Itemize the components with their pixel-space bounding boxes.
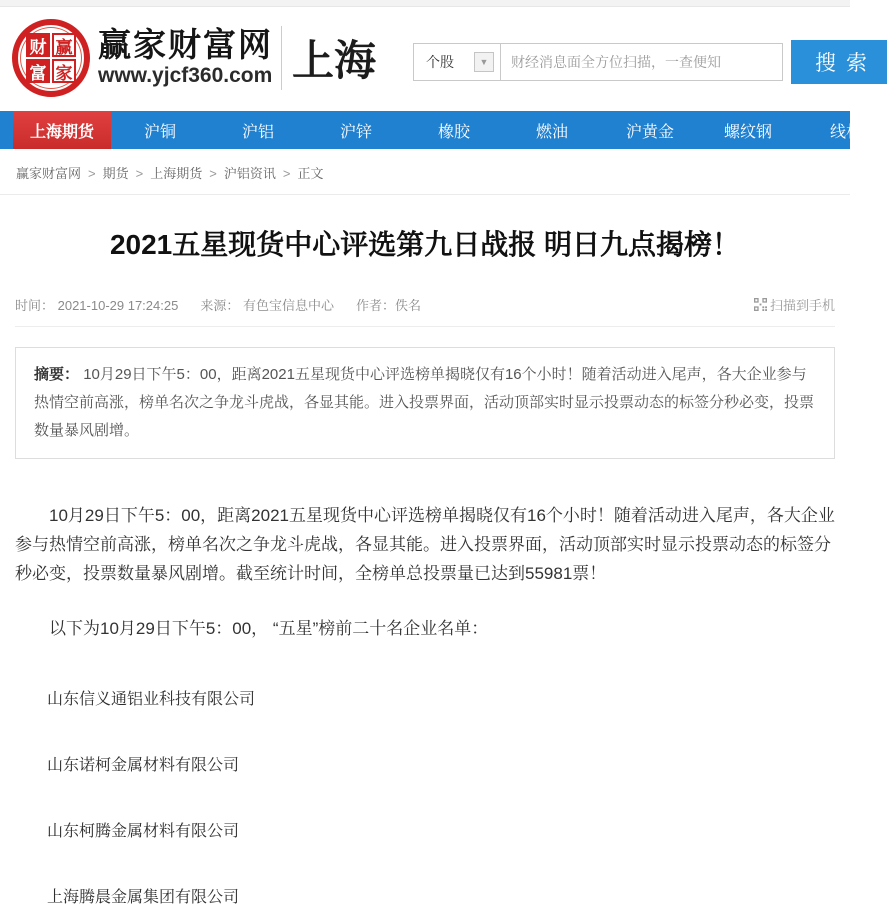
site-name: 赢家财富网	[98, 26, 273, 63]
seal-char-1: 赢	[52, 33, 76, 57]
search-category-select[interactable]	[413, 43, 501, 81]
site-url: www.yjcf360.com	[98, 64, 273, 87]
nav-item-1[interactable]: 沪铜	[143, 123, 176, 141]
breadcrumb-separator: >	[282, 166, 291, 181]
nav-item-6[interactable]: 沪黄金	[625, 123, 674, 141]
article-paragraph-1: 以下为10月29日下午5：00， “五星”榜前二十名企业名单：	[49, 619, 489, 638]
nav-item-3[interactable]: 沪锌	[339, 123, 372, 141]
company-name-2: 山东柯腾金属材料有限公司	[47, 823, 240, 840]
search-input[interactable]	[501, 43, 783, 81]
qr-code-icon	[754, 298, 767, 311]
scan-to-phone-label: 扫描到手机	[769, 298, 835, 313]
nav-item-0[interactable]: 上海期货	[13, 111, 111, 149]
company-name-3: 上海腾晨金属集团有限公司	[47, 889, 240, 906]
breadcrumb-separator: >	[88, 166, 96, 181]
main-nav	[0, 111, 862, 149]
meta-author: 作者：佚名	[355, 298, 421, 313]
page-title: 2021五星现货中心评选第九日战报 明日九点揭榜！	[109, 229, 741, 260]
company-list	[15, 685, 835, 912]
nav-item-4[interactable]: 橡胶	[437, 123, 470, 141]
article-body	[15, 501, 835, 643]
nav-item-5[interactable]: 燃油	[535, 123, 568, 141]
nav-item-8[interactable]: 线材	[829, 123, 862, 141]
logo-text	[98, 27, 273, 89]
chevron-down-icon[interactable]: ▼	[474, 52, 494, 72]
breadcrumb-item-1[interactable]: 期货	[102, 166, 129, 181]
search-bar	[413, 40, 887, 84]
article-meta	[15, 295, 835, 327]
top-strip	[0, 0, 850, 7]
nav-item-2[interactable]: 沪铝	[241, 123, 274, 141]
logo-divider	[281, 26, 282, 90]
meta-source: 来源： 有色宝信息中心	[200, 298, 334, 313]
breadcrumb-item-3[interactable]: 沪铝资讯	[223, 166, 276, 181]
summary-label: 摘要：	[34, 366, 80, 383]
meta-time: 时间： 2021-10-29 17:24:25	[15, 298, 179, 313]
scan-to-phone[interactable]	[754, 295, 835, 314]
summary-text: 10月29日下午5：00，距离2021五星现货中心评选榜单揭晓仅有16个小时！随着活动进入尾声，各大企业参与热情空前高涨，榜单名次之争龙斗虎战，各显其能。进入投票界面，活动顶部实时显示投票动态的标签分秒必变，投票数量暴风剧增。	[34, 366, 815, 439]
seal-char-3: 家	[52, 59, 76, 83]
article-content	[0, 223, 850, 912]
summary-box	[15, 347, 835, 459]
seal-char-2: 富	[26, 59, 50, 83]
breadcrumb-item-0[interactable]: 赢家财富网	[16, 166, 82, 181]
brand-seal-icon	[12, 19, 90, 97]
breadcrumb-item-4: 正文	[297, 166, 324, 181]
company-name-0: 山东信义通铝业科技有限公司	[47, 691, 256, 708]
breadcrumb-separator: >	[209, 166, 217, 181]
search-category-value: 个股	[426, 54, 454, 70]
article-paragraph-0: 10月29日下午5：00，距离2021五星现货中心评选榜单揭晓仅有16个小时！随着活动进入尾声，各大企业参与热情空前高涨，榜单名次之争龙斗虎战，各显其能。进入投票界面，活动顶部实时显示投票动态的标签分秒必变，投票数量暴风剧增。截至统计时间，全榜单总投票量已达到55981票！	[15, 506, 835, 583]
nav-item-7[interactable]: 螺纹钢	[723, 123, 772, 141]
seal-char-0: 财	[26, 33, 50, 57]
breadcrumb	[0, 149, 850, 195]
breadcrumb-separator: >	[135, 166, 144, 181]
region-label: 上海	[292, 37, 377, 84]
site-logo[interactable]	[12, 19, 376, 97]
search-button[interactable]: 搜索	[791, 40, 887, 84]
company-name-1: 山东诺柯金属材料有限公司	[47, 757, 240, 774]
breadcrumb-item-2[interactable]: 上海期货	[150, 166, 203, 181]
site-header	[0, 7, 877, 111]
